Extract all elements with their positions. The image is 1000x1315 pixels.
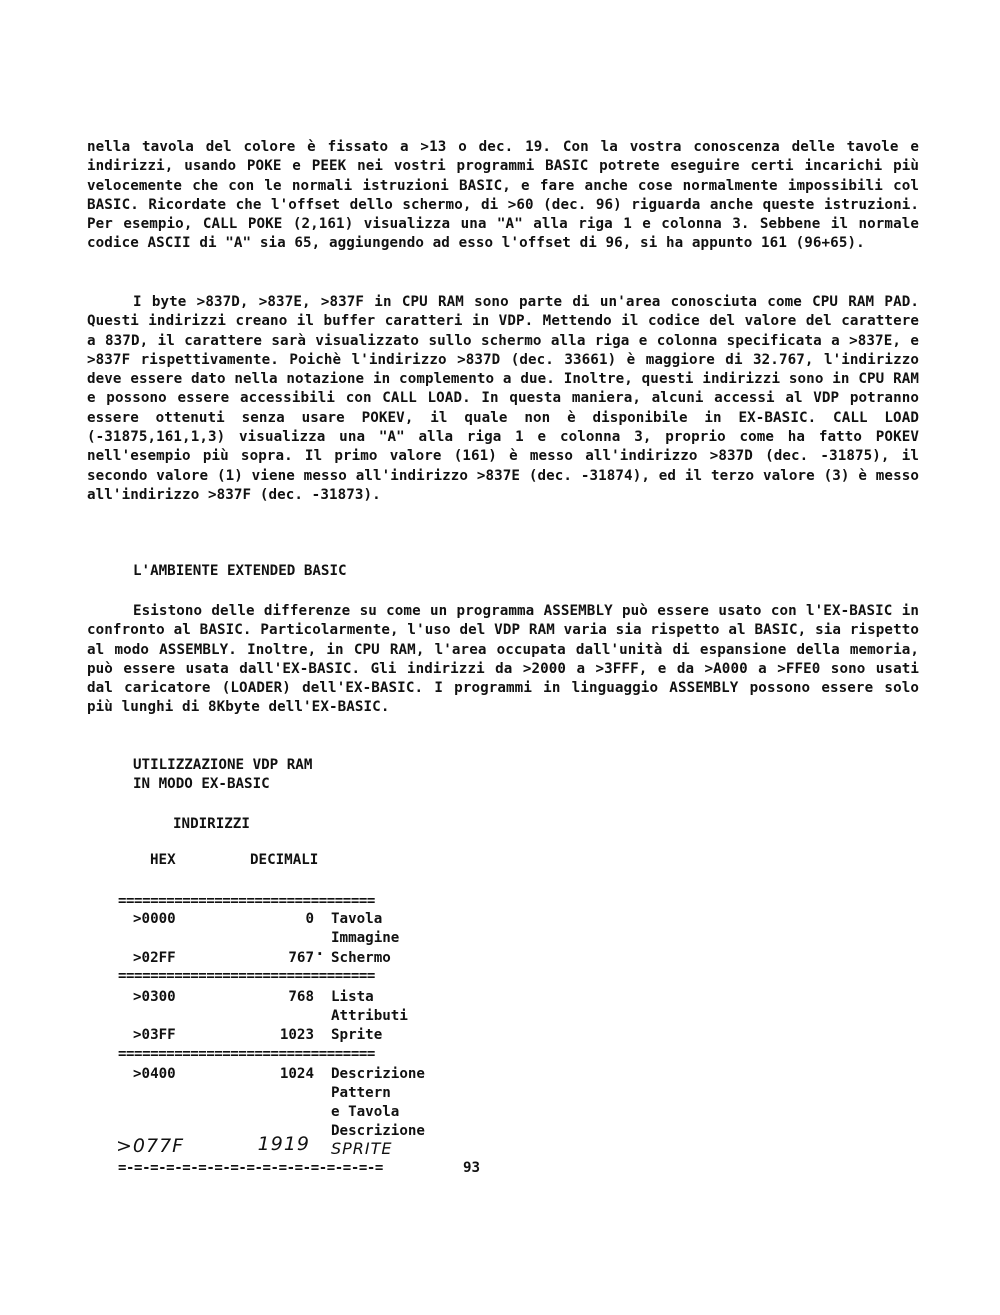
row-3-desc-3: e Tavola <box>331 1104 400 1120</box>
row-3-desc-1: Descrizione <box>331 1066 425 1082</box>
table-dashed-separator: =-=-=-=-=-=-=-=-=-=-=-=-=-=-=-=-= <box>118 1164 383 1172</box>
row-2-desc-1: Lista <box>331 989 374 1005</box>
row-2-dec-end: 1023 <box>279 1027 314 1043</box>
row-1-desc-3: Schermo <box>331 950 391 966</box>
table-separator: ================================ <box>118 972 375 980</box>
paragraph-3 <box>87 602 919 718</box>
section-title: L'AMBIENTE EXTENDED BASIC <box>133 563 347 579</box>
table-group-header: INDIRIZZI <box>173 816 250 832</box>
row-1-dec-start: 0 <box>305 911 314 927</box>
row-1-desc-1: Tavola <box>331 911 383 927</box>
paragraph-3-text: Esistono delle differenze su come un programma ASSEMBLY può essere usato con l'EX-BASIC in confronto al BASIC. Particolarmente, l'uso del VDP RAM varia sia rispetto al BASIC, sia rispetto al modo ASSEMBLY. Inoltre, in CPU RAM, l'area occupata dall'unità di espansione della memoria, può essere usata dall'EX-BASIC. Gli indirizzi da >2000 a >3FFF, e da >A000 a >FFE0 sono usati dal caricatore (LOADER) dell'EX-BASIC. I programmi in linguaggio ASSEMBLY possono essere solo più lunghi di 8Kbyte dell'EX-BASIC. <box>87 603 919 716</box>
paragraph-2 <box>87 293 919 505</box>
table-separator: ================================ <box>118 1050 375 1058</box>
column-header-decimal: DECIMALI <box>250 852 319 868</box>
row-2-dec-start: 768 <box>288 989 314 1005</box>
row-1-dec-end: 767 <box>288 950 314 966</box>
stray-dot: . <box>315 940 325 959</box>
table-title <box>133 756 312 795</box>
row-3-desc-5-handwritten: SPRITE <box>331 1139 393 1158</box>
row-3-hex-start: >0400 <box>133 1066 176 1082</box>
row-2-desc-2: Attributi <box>331 1008 408 1024</box>
row-2-hex-start: >0300 <box>133 989 176 1005</box>
row-1-desc-2: Immagine <box>331 930 400 946</box>
row-1-hex-start: >0000 <box>133 911 176 927</box>
row-2-hex-end: >03FF <box>133 1027 176 1043</box>
table-title-line-1: UTILIZZAZIONE VDP RAM <box>133 757 313 773</box>
row-3-hex-end-handwritten: >077F <box>116 1135 185 1157</box>
table-separator: ================================ <box>118 897 375 905</box>
row-3-dec-start: 1024 <box>279 1066 314 1082</box>
table-title-line-2: IN MODO EX-BASIC <box>133 776 270 793</box>
paragraph-2-text: I byte >837D, >837E, >837F in CPU RAM sono parte di un'area conosciuta come CPU RAM PAD. Questi indirizzi creano il buffer caratteri in VDP. Mettendo il codice del valore del carattere a 837D, il carattere sarà visualizzato sullo schermo alla riga e colonna specificata a >837E, e >837F rispettivamente. Poichè l'indirizzo >837D (dec. 33661) è maggiore di 32.767, l'indirizzo deve essere dato nella notazione in complemento a due. Inoltre, questi indirizzi sono in CPU RAM e possono essere accessibili con CALL LOAD. In questa maniera, alcuni accessi al VDP potranno essere ottenuti senza usare POKEV, il quale non è disponibile in EX-BASIC. CALL LOAD (-31875,161,1,3) visualizza una "A" alla riga 1 e colonna 3, proprio come ha fatto POKEV nell'esempio più sopra. Il primo valore (161) è messo all'indirizzo >837D (dec. -31875), il secondo valore (1) viene messo all'indirizzo >837E (dec. -31874), ed il terzo valore (3) è messo all'indirizzo >837F (dec. -31873). <box>87 294 919 503</box>
column-header-hex: HEX <box>150 852 176 868</box>
row-2-desc-3: Sprite <box>331 1027 383 1043</box>
paragraph-1-text: nella tavola del colore è fissato a >13 o dec. 19. Con la vostra conoscenza delle tavole e indirizzi, usando POKE e PEEK nei vostri programmi BASIC potrete eseguire certi incarichi più velocemente che con le normali istruzioni BASIC, e fare anche cose normalmente impossibili col BASIC. Ricordate che l'offset dello schermo, di >60 (dec. 96) riguarda anche queste istruzioni. Per esempio, CALL POKE (2,161) visualizza una "A" alla riga 1 e colonna 3. Sebbene il normale codice ASCII di "A" sia 65, aggiungendo ad esso l'offset di 96, si ha appunto 161 (96+65). <box>87 139 919 252</box>
row-1-hex-end: >02FF <box>133 950 176 966</box>
row-3-desc-4: Descrizione <box>331 1123 425 1139</box>
paragraph-1 <box>87 138 919 254</box>
row-3-desc-2: Pattern <box>331 1085 391 1101</box>
page-number: 93 <box>463 1160 481 1176</box>
row-3-dec-end-handwritten: 1919 <box>257 1133 310 1155</box>
